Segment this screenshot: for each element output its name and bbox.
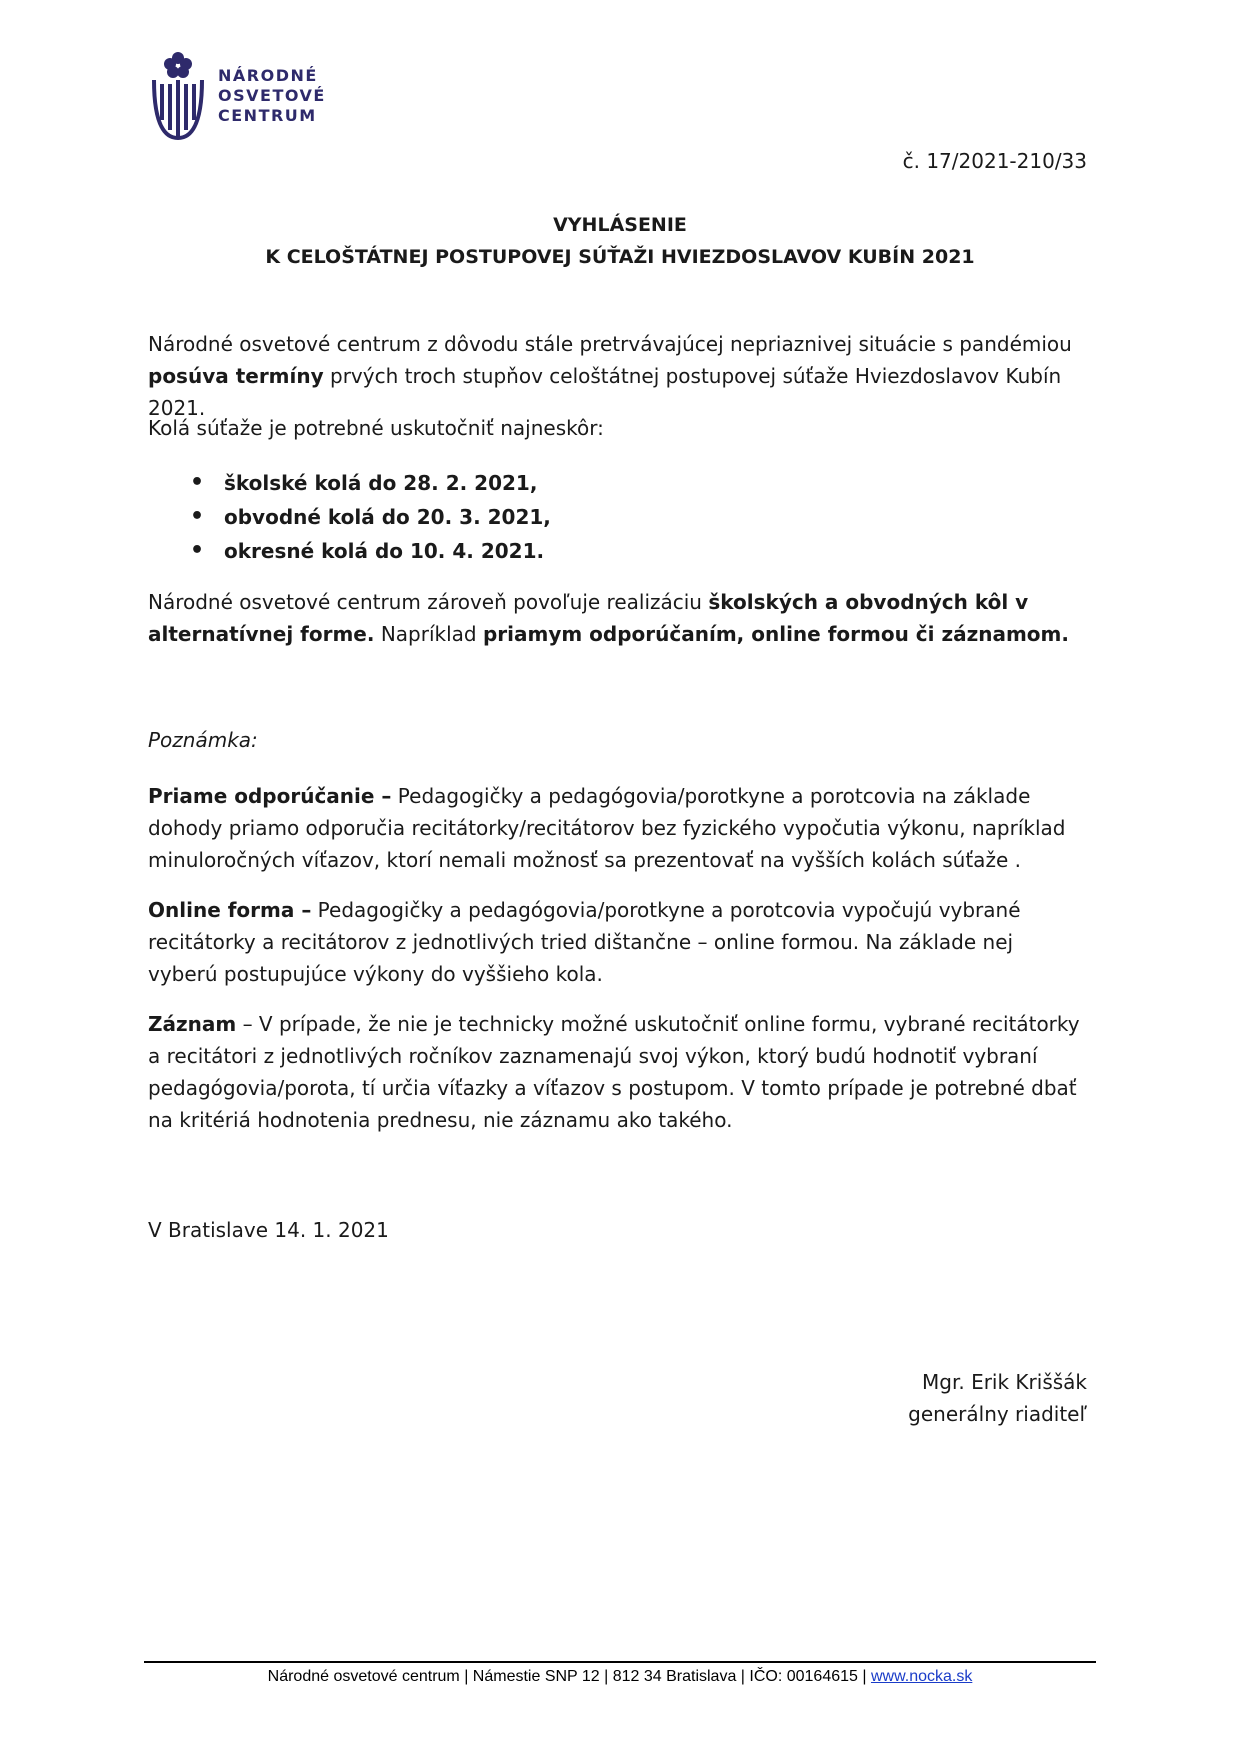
signatory-name: Mgr. Erik Kriššák — [922, 1370, 1087, 1394]
logo — [150, 50, 326, 142]
logo-line-3: CENTRUM — [218, 106, 317, 125]
logo-line-2: OSVETOVÉ — [218, 86, 326, 105]
footer-divider — [144, 1661, 1096, 1663]
footer — [0, 1668, 1240, 1686]
list-item: • okresné kolá do 10. 4. 2021. — [190, 538, 545, 563]
footer-text: Národné osvetové centrum | Námestie SNP 12 | 812 34 Bratislava | IČO: 00164615 | — [267, 1668, 871, 1685]
note-label: Poznámka: — [148, 728, 258, 752]
document-subtitle: K CELOŠTÁTNEJ POSTUPOVEJ SÚŤAŽI HVIEZDOSLAVOV KUBÍN 2021 — [265, 246, 975, 268]
paragraph-deadlines: Kolá súťaže je potrebné uskutočniť najneskôr: — [148, 416, 604, 440]
logo-text — [218, 66, 326, 126]
list-item: • školské kolá do 28. 2. 2021, — [190, 470, 538, 495]
flower-logo-icon — [150, 50, 206, 142]
paragraph-intro: Národné osvetové centrum z dôvodu stále pretrvávajúcej nepriaznivej situácie s pandémiou posúva termíny prvých troch stupňov celoštátnej postupovej súťaže Hviezdoslavov Kubín 2021. — [148, 332, 1072, 420]
note-direct-recommendation: Priame odporúčanie – Pedagogičky a pedagógovia/porotkyne a porotcovia na základe dohody priamo odporučia recitátorky/recitátorov bez fyzického vypočutia výkonu, napríklad minuloročných víťazov, ktorí nemali možnosť sa prezentovať na vyšších kolách súťaže . — [148, 784, 1066, 872]
deadline-list — [190, 466, 551, 568]
signatory-position: generálny riaditeľ — [908, 1402, 1087, 1426]
document-title: VYHLÁSENIE — [553, 214, 687, 236]
place-date: V Bratislave 14. 1. 2021 — [148, 1218, 389, 1242]
note-online-form: Online forma – Pedagogičky a pedagógovia/porotkyne a porotcovia vypočujú vybrané recitátorky a recitátorov z jednotlivých tried dištančne – online formou. Na základe nej vyberú postupujúce výkony do vyššieho kola. — [148, 898, 1021, 986]
list-item: • obvodné kolá do 20. 3. 2021, — [190, 504, 551, 529]
signature-block — [908, 1366, 1087, 1430]
paragraph-alternative: Národné osvetové centrum zároveň povoľuje realizáciu školských a obvodných kôl v alternatívnej forme. Napríklad priamym odporúčaním, online formou či záznamom. — [148, 590, 1069, 646]
logo-line-1: NÁRODNÉ — [218, 66, 318, 85]
note-recording: Záznam – V prípade, že nie je technicky možné uskutočniť online formu, vybrané recitátorky a recitátori z jednotlivých ročníkov zaznamenajú svoj výkon, ktorý budú hodnotiť vybraní pedagógovia/porota, tí určia víťazky a víťazov s postupom. V tomto prípade je potrebné dbať na kritériá hodnotenia prednesu, nie záznamu ako takého. — [148, 1012, 1080, 1132]
website-link[interactable]: www.nocka.sk — [870, 1668, 973, 1685]
reference-number: č. 17/2021-210/33 — [902, 149, 1087, 173]
